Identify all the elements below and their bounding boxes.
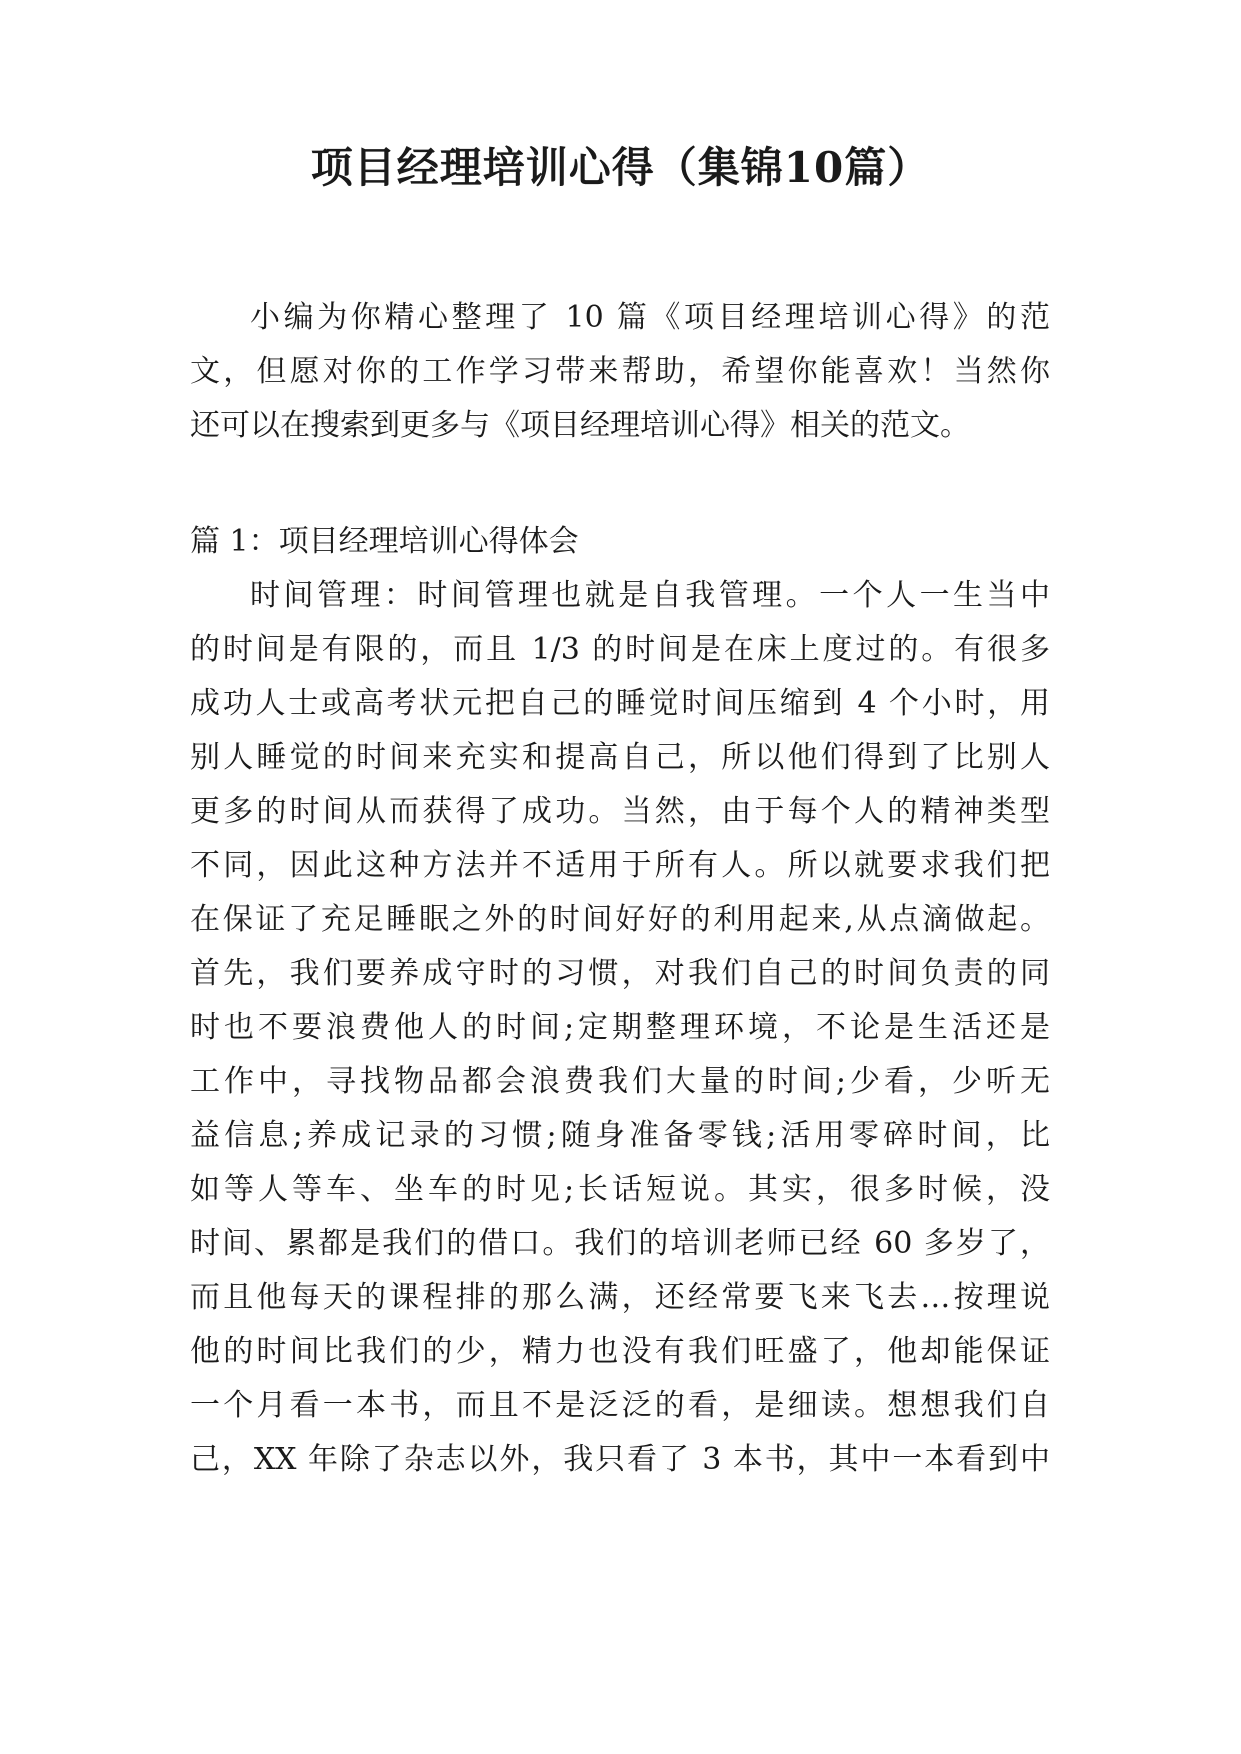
body-line: 时间管理：时间管理也就是自我管理。一个人一生当中 xyxy=(250,578,1050,613)
body-line: 一个月看一本书，而且不是泛泛的看，是细读。想想我们自 xyxy=(190,1388,1050,1423)
document-title: 项目经理培训心得（集锦10篇） xyxy=(310,143,931,192)
body-line: 如等人等车、坐车的时见;长话短说。其实，很多时候，没 xyxy=(190,1172,1050,1207)
body-line: 时也不要浪费他人的时间;定期整理环境，不论是生活还是 xyxy=(190,1010,1050,1045)
intro-line: 还可以在搜索到更多与《项目经理培训心得》相关的范文。 xyxy=(190,408,970,443)
body-line: 成功人士或高考状元把自己的睡觉时间压缩到 4 个小时，用 xyxy=(190,686,1050,721)
body-line: 己，XX 年除了杂志以外，我只看了 3 本书，其中一本看到中 xyxy=(190,1442,1050,1477)
body-line: 他的时间比我们的少，精力也没有我们旺盛了，他却能保证 xyxy=(190,1334,1050,1369)
body-line: 的时间是有限的，而且 1/3 的时间是在床上度过的。有很多 xyxy=(190,632,1050,667)
body-line: 别人睡觉的时间来充实和提高自己，所以他们得到了比别人 xyxy=(190,740,1050,775)
body-line: 在保证了充足睡眠之外的时间好好的利用起来,从点滴做起。 xyxy=(190,902,1050,937)
intro-line: 文，但愿对你的工作学习带来帮助，希望你能喜欢！当然你 xyxy=(190,354,1050,389)
body-line: 时间、累都是我们的借口。我们的培训老师已经 60 多岁了， xyxy=(190,1226,1050,1261)
body-line: 更多的时间从而获得了成功。当然，由于每个人的精神类型 xyxy=(190,794,1050,829)
body-line: 首先，我们要养成守时的习惯，对我们自己的时间负责的同 xyxy=(190,956,1050,991)
body-line: 而且他每天的课程排的那么满，还经常要飞来飞去…按理说 xyxy=(190,1280,1050,1315)
body-line: 不同，因此这种方法并不适用于所有人。所以就要求我们把 xyxy=(190,848,1050,883)
section-heading: 篇 1：项目经理培训心得体会 xyxy=(190,524,579,559)
intro-line: 小编为你精心整理了 10 篇《项目经理培训心得》的范 xyxy=(250,300,1050,335)
body-line: 益信息;养成记录的习惯;随身准备零钱;活用零碎时间，比 xyxy=(190,1118,1050,1153)
body-line: 工作中，寻找物品都会浪费我们大量的时间;少看，少听无 xyxy=(190,1064,1050,1099)
